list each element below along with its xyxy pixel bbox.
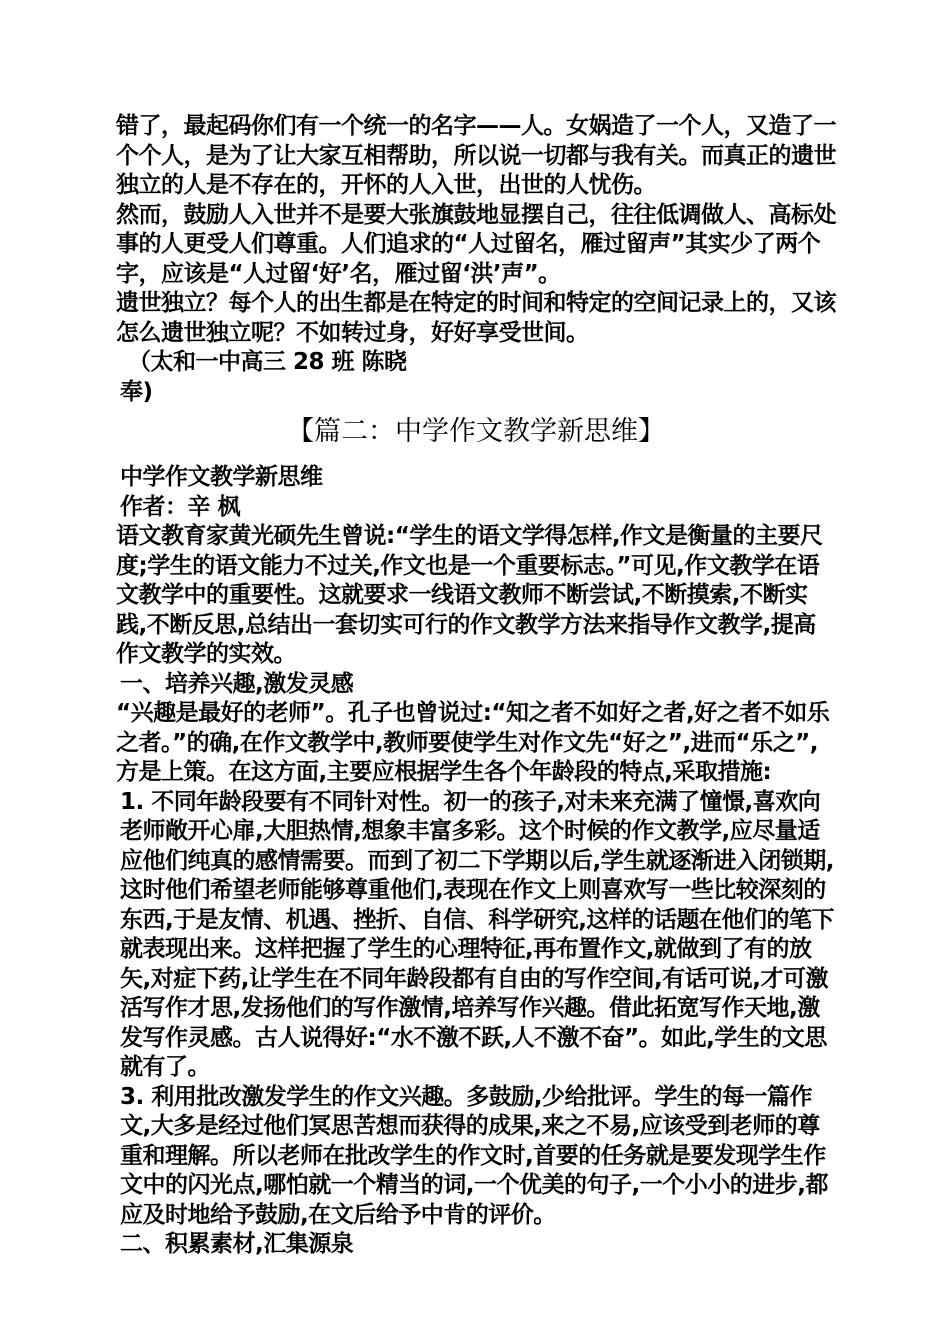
paragraph: 遗世独立？每个人的出生都是在特定的时间和特定的空间记录上的，又该怎么遗世独立呢？不如转过身，好好享受世间。 — [116, 290, 836, 346]
paragraph: 1. 不同年龄段要有不同针对性。初一的孩子,对未来充满了憧憬,喜欢向老师敞开心扉,大胆热情,想象丰富多彩。这个时候的作文教学,应尽量适应他们纯真的感情需要。而到了初二下学期以后,学生就逐渐进入闭锁期,这时他们希望老师能够尊重他们,表现在作文上则喜欢写一些比较深刻的东西,于是友情、机遇、挫折、自信、科学研究,这样的话题在他们的笔下就表现出来。这样把握了学生的心理特征,再布置作文,就做到了有的放矢,对症下药,让学生在不同年龄段都有自由的写作空间,有话可说,才可激活写作才思,发扬他们的写作激情,培养写作兴趣。借此拓宽写作天地,激发写作灵感。古人说得好:“水不激不跃,人不激不奋”。如此,学生的文思就有了。 — [120, 788, 834, 1080]
paragraph: 错了，最起码你们有一个统一的名字——人。女娲造了一个人，又造了一个个人，是为了让大家互相帮助，所以说一切都与我有关。而真正的遗世独立的人是不存在的，开怀的人入世，出世的人忧伤。 — [116, 113, 836, 198]
section-heading: 一、培养兴趣,激发灵感 — [120, 670, 354, 697]
byline: （太和一中高三 28 班 陈晓 — [128, 349, 407, 375]
author-line: 作者：辛 枫 — [120, 493, 241, 520]
article-title: 中学作文教学新思维 — [120, 464, 323, 490]
paragraph: 语文教育家黄光硕先生曾说:“学生的语文学得怎样,作文是衡量的主要尺度;学生的语文能力不过关,作文也是一个重要标志。”可见,作文教学在语文教学中的重要性。这就要求一线语文教师不断尝试,不断摸索,不断实践,不断反思,总结出一套切实可行的作文教学方法来指导作文教学,提高作文教学的实效。 — [116, 523, 823, 667]
document-page — [116, 112, 836, 1260]
section-heading: 二、积累素材,汇集源泉 — [120, 1231, 354, 1257]
paragraph: 然而，鼓励人入世并不是要大张旗鼓地显摆自己，往往低调做人、高标处事的人更受人们尊重。人们追求的“人过留名，雁过留声”其实少了两个字，应该是“人过留‘好’名，雁过留‘洪’声”。 — [116, 201, 836, 287]
paragraph: “兴趣是最好的老师”。孔子也曾说过:“知之者不如好之者,好之者不如乐之者。”的确,在作文教学中,教师要使学生对作文先“好之”,进而“乐之”,方是上策。在这方面,主要应根据学生各个年龄段的特点,采取措施: — [116, 700, 830, 785]
byline-continuation: 奉) — [120, 378, 153, 405]
section-title: 【篇二：中学作文教学新思维】 — [287, 416, 665, 447]
paragraph: 3. 利用批改激发学生的作文兴趣。多鼓励,少给批评。学生的每一篇作文,大多是经过他们冥思苦想而获得的成果,来之不易,应该受到老师的尊重和理解。所以老师在批改学生的作文时,首要的任务就是要发现学生作文中的闪光点,哪怕就一个精当的词,一个优美的句子,一个小小的进步,都应及时地给予鼓励,在文后给予中肯的评价。 — [120, 1083, 828, 1228]
